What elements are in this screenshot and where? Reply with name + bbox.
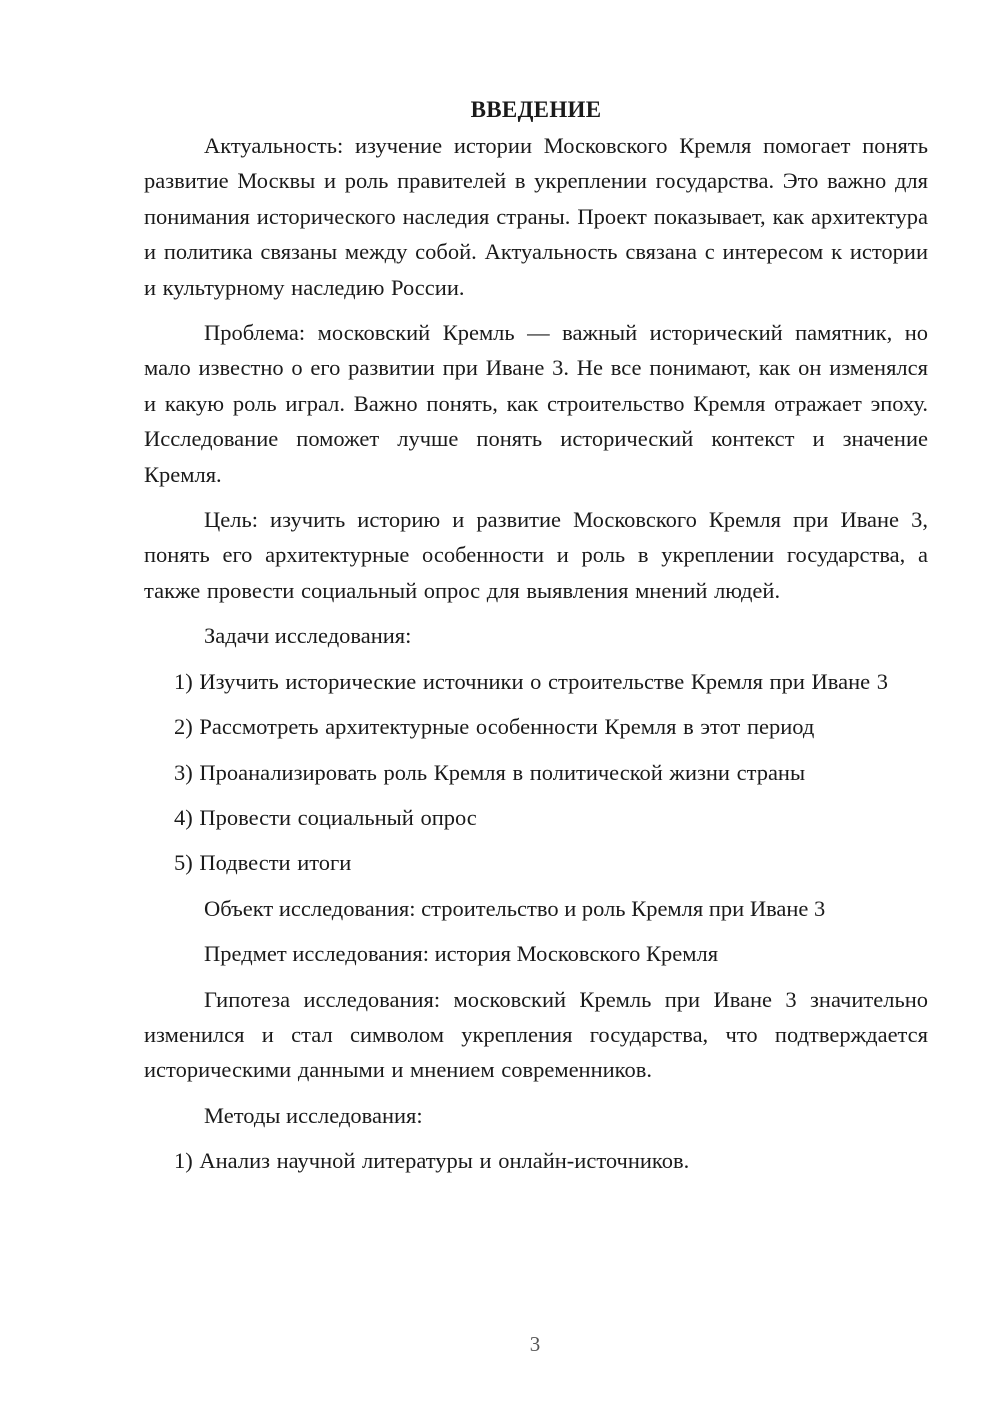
task-item: 2) Рассмотреть архитектурные особенности Кремля в этот период: [174, 714, 815, 740]
method-item: 1) Анализ научной литературы и онлайн-источников.: [174, 1148, 690, 1174]
document-page: [144, 92, 928, 1189]
task-item: 1) Изучить исторические источники о строительстве Кремля при Иване 3: [174, 668, 888, 694]
tasks-list: [144, 664, 928, 881]
methods-list: [144, 1143, 928, 1178]
hypothesis-paragraph: Гипотеза исследования: московский Кремль при Иване 3 значительно изменился и стал символом укрепления государства, что подтверждается историческими данными и мнением современников.: [144, 986, 928, 1083]
section-title: ВВЕДЕНИЕ: [470, 97, 602, 122]
goal-paragraph: Цель: изучить историю и развитие Московского Кремля при Иване 3, понять его архитектурные особенности и роль в укреплении государства, а также провести социальный опрос для выявления мнений людей.: [144, 507, 928, 603]
relevance-paragraph: Актуальность: изучение истории Московского Кремля помогает понять развитие Москвы и роль правителей в укреплении государства. Это важно для понимания исторического наследия страны. Проект показывает, как архитектура и политика связаны между собой. Актуальность связана с интересом к истории и культурному наследию России.: [144, 133, 928, 300]
page-number: 3: [529, 1332, 541, 1356]
tasks-heading: Задачи исследования:: [204, 623, 412, 649]
task-item: 4) Провести социальный опрос: [174, 804, 477, 830]
problem-paragraph: Проблема: московский Кремль — важный исторический памятник, но мало известно о его развитии при Иване 3. Не все понимают, как он изменялся и какую роль играл. Важно понять, как строительство Кремля отражает эпоху. Исследование поможет лучше понять исторический контекст и значение Кремля.: [144, 320, 928, 487]
task-item: 3) Проанализировать роль Кремля в политической жизни страны: [174, 759, 806, 785]
subject-line: Предмет исследования: история Московского Кремля: [204, 941, 719, 967]
task-item: 5) Подвести итоги: [174, 850, 352, 876]
object-line: Объект исследования: строительство и роль Кремля при Иване 3: [204, 895, 826, 921]
methods-heading: Методы исследования:: [204, 1102, 423, 1128]
